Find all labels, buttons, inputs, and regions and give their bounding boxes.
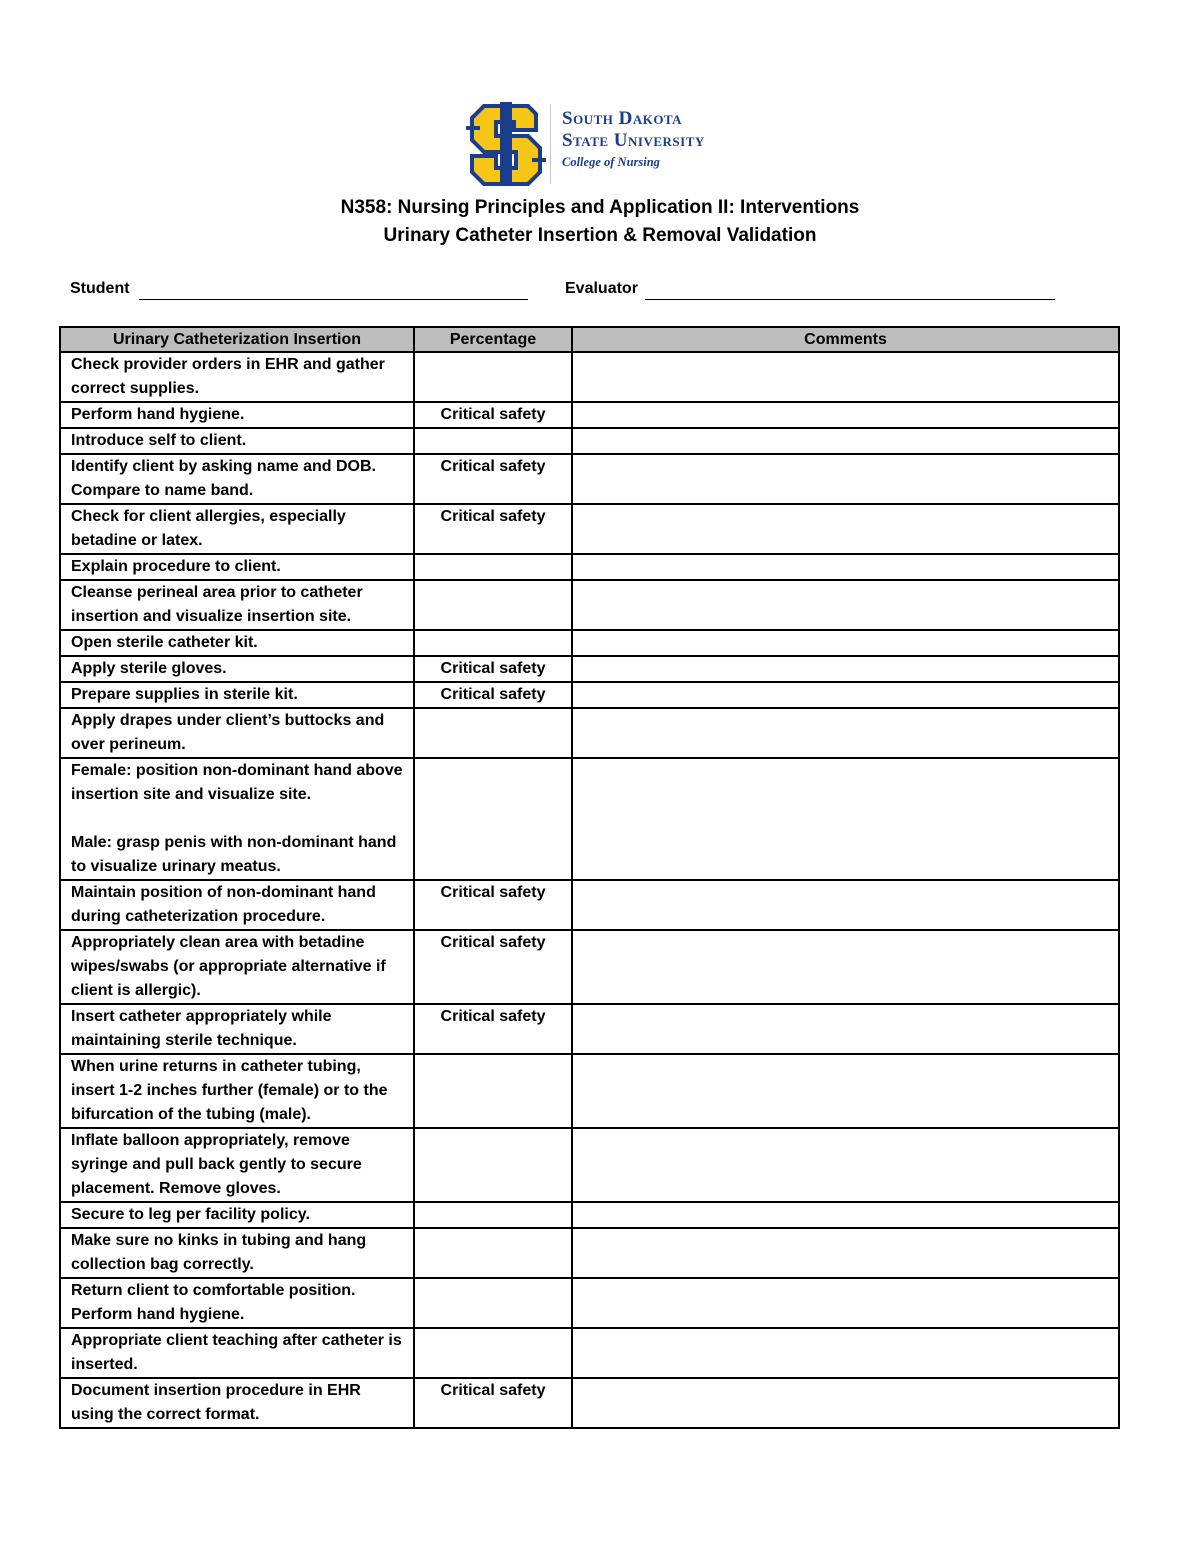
percentage-cell: [414, 580, 572, 630]
table-row: [60, 1278, 1119, 1328]
percentage-cell: Critical safety: [414, 504, 572, 554]
step-cell: Cleanse perineal area prior to catheter insertion and visualize insertion site.: [60, 580, 414, 630]
logo-text: [562, 108, 705, 170]
table-row: [60, 708, 1119, 758]
step-cell: Check provider orders in EHR and gather correct supplies.: [60, 352, 414, 402]
table-row: [60, 930, 1119, 1004]
header-comments: Comments: [572, 327, 1119, 352]
table-row: [60, 352, 1119, 402]
table-row: [60, 1054, 1119, 1128]
comments-cell[interactable]: [572, 428, 1119, 454]
table-header-row: [60, 327, 1119, 352]
step-cell: Maintain position of non-dominant hand during catheterization procedure.: [60, 880, 414, 930]
comments-cell[interactable]: [572, 880, 1119, 930]
comments-cell[interactable]: [572, 1004, 1119, 1054]
step-cell: Check for client allergies, especially betadine or latex.: [60, 504, 414, 554]
percentage-cell: [414, 1054, 572, 1128]
percentage-cell: Critical safety: [414, 1378, 572, 1428]
table-row: [60, 1202, 1119, 1228]
percentage-cell: [414, 630, 572, 656]
table-row: [60, 1128, 1119, 1202]
table-row: [60, 454, 1119, 504]
step-cell: Introduce self to client.: [60, 428, 414, 454]
percentage-cell: [414, 554, 572, 580]
header-percentage: Percentage: [414, 327, 572, 352]
form-subtitle: Urinary Catheter Insertion & Removal Validation: [383, 225, 817, 246]
percentage-cell: [414, 428, 572, 454]
comments-cell[interactable]: [572, 504, 1119, 554]
step-cell: Inflate balloon appropriately, remove syringe and pull back gently to secure placement. Remove gloves.: [60, 1128, 414, 1202]
percentage-cell: Critical safety: [414, 454, 572, 504]
percentage-cell: Critical safety: [414, 930, 572, 1004]
step-cell: Appropriately clean area with betadine wipes/swabs (or appropriate alternative if client is allergic).: [60, 930, 414, 1004]
percentage-cell: [414, 1228, 572, 1278]
percentage-cell: Critical safety: [414, 682, 572, 708]
comments-cell[interactable]: [572, 352, 1119, 402]
step-cell: Perform hand hygiene.: [60, 402, 414, 428]
table-row: [60, 1004, 1119, 1054]
percentage-cell: [414, 758, 572, 880]
comments-cell[interactable]: [572, 1054, 1119, 1128]
table-row: [60, 428, 1119, 454]
table-row: [60, 504, 1119, 554]
step-cell: Document insertion procedure in EHR using the correct format.: [60, 1378, 414, 1428]
college-name: College of Nursing: [562, 155, 660, 169]
step-cell: Appropriate client teaching after catheter is inserted.: [60, 1328, 414, 1378]
comments-cell[interactable]: [572, 402, 1119, 428]
step-cell: Return client to comfortable position. Perform hand hygiene.: [60, 1278, 414, 1328]
comments-cell[interactable]: [572, 1278, 1119, 1328]
comments-cell[interactable]: [572, 554, 1119, 580]
table-row: [60, 1228, 1119, 1278]
comments-cell[interactable]: [572, 630, 1119, 656]
comments-cell[interactable]: [572, 454, 1119, 504]
table-row: [60, 580, 1119, 630]
table-row: [60, 1328, 1119, 1378]
table-row: [60, 554, 1119, 580]
comments-cell[interactable]: [572, 930, 1119, 1004]
comments-cell[interactable]: [572, 1378, 1119, 1428]
percentage-cell: Critical safety: [414, 402, 572, 428]
comments-cell[interactable]: [572, 1202, 1119, 1228]
step-cell: Female: position non-dominant hand above insertion site and visualize site. Male: grasp penis with non-dominant hand to visualize urinary meatus.: [60, 758, 414, 880]
step-cell: Secure to leg per facility policy.: [60, 1202, 414, 1228]
comments-cell[interactable]: [572, 1328, 1119, 1378]
sdsu-monogram-icon: [464, 100, 548, 188]
percentage-cell: [414, 1128, 572, 1202]
university-name-line2: State University: [562, 130, 705, 151]
comments-cell[interactable]: [572, 708, 1119, 758]
table-row: [60, 656, 1119, 682]
percentage-cell: [414, 1202, 572, 1228]
step-cell: Insert catheter appropriately while maintaining sterile technique.: [60, 1004, 414, 1054]
table-row: [60, 880, 1119, 930]
comments-cell[interactable]: [572, 580, 1119, 630]
validation-checklist-table: [59, 326, 1120, 1429]
table-row: [60, 402, 1119, 428]
university-logo: [464, 100, 744, 190]
table-row: [60, 1378, 1119, 1428]
comments-cell[interactable]: [572, 1128, 1119, 1202]
table-row: [60, 630, 1119, 656]
step-cell: Prepare supplies in sterile kit.: [60, 682, 414, 708]
percentage-cell: Critical safety: [414, 1004, 572, 1054]
table-row: [60, 682, 1119, 708]
university-name-line1: South Dakota: [562, 108, 683, 129]
percentage-cell: [414, 1278, 572, 1328]
percentage-cell: [414, 352, 572, 402]
step-cell: Make sure no kinks in tubing and hang collection bag correctly.: [60, 1228, 414, 1278]
step-cell: Open sterile catheter kit.: [60, 630, 414, 656]
percentage-cell: [414, 1328, 572, 1378]
step-cell: Apply sterile gloves.: [60, 656, 414, 682]
evaluator-label: Evaluator: [565, 280, 638, 297]
step-cell: Apply drapes under client’s buttocks and over perineum.: [60, 708, 414, 758]
comments-cell[interactable]: [572, 1228, 1119, 1278]
table-row: [60, 758, 1119, 880]
percentage-cell: [414, 708, 572, 758]
logo-divider: [550, 104, 551, 184]
student-signature-line[interactable]: [139, 299, 528, 300]
percentage-cell: Critical safety: [414, 880, 572, 930]
comments-cell[interactable]: [572, 682, 1119, 708]
course-title: N358: Nursing Principles and Application II: Interventions: [340, 197, 860, 218]
student-label: Student: [70, 280, 130, 297]
step-cell: When urine returns in catheter tubing, insert 1-2 inches further (female) or to the bifurcation of the tubing (male).: [60, 1054, 414, 1128]
step-cell: Identify client by asking name and DOB. Compare to name band.: [60, 454, 414, 504]
comments-cell[interactable]: [572, 656, 1119, 682]
evaluator-signature-line[interactable]: [645, 299, 1055, 300]
header-step: Urinary Catheterization Insertion: [60, 327, 414, 352]
step-cell: Explain procedure to client.: [60, 554, 414, 580]
percentage-cell: Critical safety: [414, 656, 572, 682]
comments-cell[interactable]: [572, 758, 1119, 880]
